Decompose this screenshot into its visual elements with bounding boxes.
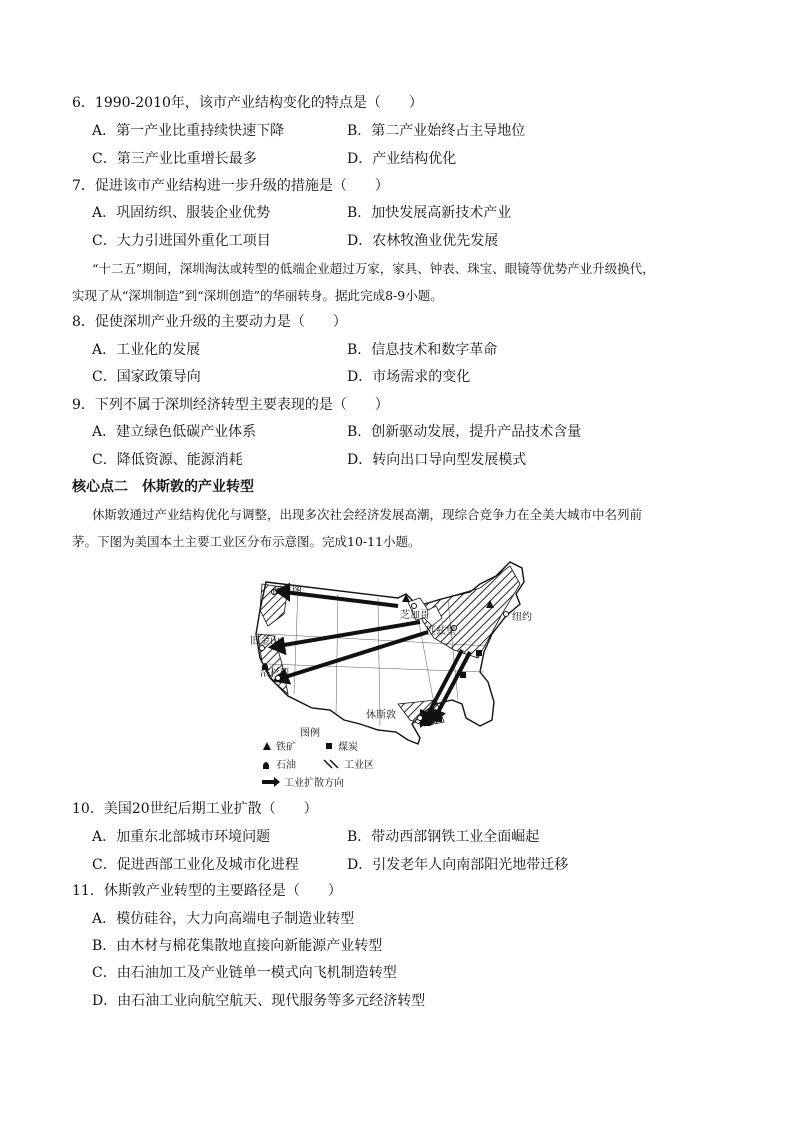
newyork-dot <box>504 612 509 617</box>
passage1-line1: “十二五”期间，深圳淘汰或转型的低端企业超过万家，家具、钟表、珠宝、眼镜等优势产业升级换代， <box>92 261 655 276</box>
q11-option-b[interactable]: B．由木材与棉花集散地直接向新能源产业转型 <box>92 938 383 954</box>
q7-option-d[interactable]: D．农林牧渔业优先发展 <box>347 233 499 249</box>
q11-option-c[interactable]: C．由石油加工及产业链单一模式向飞机制造转型 <box>92 965 397 981</box>
q7-option-a[interactable]: A．巩固纺织、服装企业优势 <box>92 205 271 221</box>
label-newyork: 纽约 <box>512 612 532 623</box>
q11-option-a[interactable]: A．模仿硅谷，大力向高端电子制造业转型 <box>92 911 355 927</box>
passage2-line1: 休斯敦通过产业结构优化与调整，出现多次社会经济发展高潮，现综合竞争力在全美大城市中名列前 <box>92 507 643 522</box>
legend-industrial-icon <box>324 760 338 768</box>
legend-oil-icon <box>263 762 269 769</box>
label-sanfrancisco: 旧金山 <box>250 636 280 647</box>
q8-option-b[interactable]: B．信息技术和数字革命 <box>347 342 498 358</box>
q8-stem: 8．促使深圳产业升级的主要动力是（ ） <box>72 314 347 330</box>
q9-option-a[interactable]: A．建立绿色低碳产业体系 <box>92 424 257 440</box>
legend-coal: 煤炭 <box>338 742 358 753</box>
label-losangeles: 洛杉矶 <box>260 668 290 679</box>
q6-option-d[interactable]: D．产业结构优化 <box>347 151 457 167</box>
map-legend <box>262 726 374 789</box>
q8-option-a[interactable]: A．工业化的发展 <box>92 342 201 358</box>
q10-option-d[interactable]: D．引发老年人向南部阳光地带迁移 <box>347 857 569 873</box>
passage2-line2: 茅。下图为美国本土主要工业区分布示意图。完成10-11小题。 <box>72 534 421 549</box>
legend-iron: 铁矿 <box>276 742 296 753</box>
legend-oil: 石油 <box>276 760 296 771</box>
q9-option-b[interactable]: B．创新驱动发展，提升产品技术含量 <box>347 424 582 440</box>
q10-stem: 10．美国20世纪后期工业扩散（ ） <box>72 801 318 817</box>
q6-option-b[interactable]: B．第二产业始终占主导地位 <box>347 123 526 139</box>
legend-direction: 工业扩散方向 <box>284 778 344 789</box>
q10-option-b[interactable]: B．带动西部钢铁工业全面崛起 <box>347 829 540 845</box>
legend-title: 图例 <box>300 728 320 739</box>
q7-option-b[interactable]: B．加快发展高新技术产业 <box>347 205 512 221</box>
q10-option-c[interactable]: C．促进西部工业化及城市化进程 <box>92 857 299 873</box>
q7-option-c[interactable]: C．大力引进国外重化工项目 <box>92 233 271 249</box>
q9-option-c[interactable]: C．降低资源、能源消耗 <box>92 452 243 468</box>
q8-option-c[interactable]: C．国家政策导向 <box>92 369 201 385</box>
q11-stem: 11．休斯敦产业转型的主要路径是（ ） <box>72 883 342 899</box>
q10-option-a[interactable]: A．加重东北部城市环境问题 <box>92 829 271 845</box>
q9-stem: 9．下列不属于深圳经济转型主要表现的是（ ） <box>72 397 389 413</box>
q7-stem: 7．促进该市产业结构进一步升级的措施是（ ） <box>72 178 389 194</box>
q9-option-d[interactable]: D．转向出口导向型发展模式 <box>347 452 527 468</box>
legend-coal-icon <box>326 743 332 749</box>
passage1-line2: 实现了从“深圳制造”到“深圳创造”的华丽转身。据此完成8-9小题。 <box>72 288 443 303</box>
coal-symbol <box>460 672 466 678</box>
label-pittsburgh: 匹兹堡 <box>426 626 456 637</box>
q6-stem: 6．1990-2010年，该市产业结构变化的特点是（ ） <box>72 95 423 111</box>
coal-symbol <box>476 650 482 656</box>
legend-industrial: 工业区 <box>344 760 374 771</box>
section-heading: 核心点二 休斯敦的产业转型 <box>72 479 254 495</box>
q6-option-a[interactable]: A．第一产业比重持续快速下降 <box>92 123 285 139</box>
q11-option-d[interactable]: D．由石油工业向航空航天、现代服务等多元经济转型 <box>92 993 426 1009</box>
us-industrial-map <box>248 554 534 792</box>
legend-iron-icon <box>263 742 271 750</box>
label-houston: 休斯敦 <box>366 710 396 721</box>
label-chicago: 芝加哥 <box>400 610 430 621</box>
q6-option-c[interactable]: C．第三产业比重增长最多 <box>92 151 257 167</box>
chicago-dot <box>412 604 417 609</box>
houston-dot <box>418 716 423 721</box>
q8-option-d[interactable]: D．市场需求的变化 <box>347 369 471 385</box>
label-seattle: 西雅图 <box>272 586 302 597</box>
